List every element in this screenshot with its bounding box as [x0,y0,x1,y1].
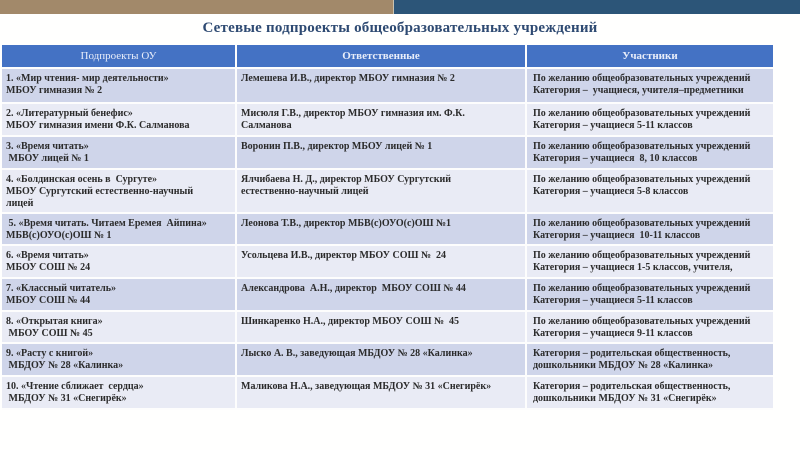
cell-responsible [237,214,527,246]
cell-project-line: 5. «Время читать. Читаем Еремея Айпина» [6,218,207,229]
table-row [2,246,773,279]
cell-project-line: 1. «Мир чтения- мир деятельности» [6,73,169,84]
cell-project-line: МБОУ Сургутский естественно-научный [6,186,194,197]
slide-title: Сетевые подпроекты общеобразовательных учреждений [202,20,598,36]
cell-project-line: МБОУ гимназия № 2 [6,85,103,96]
cell-participants [527,344,773,377]
cell-participants [527,170,773,214]
cell-responsible-line: Шинкаренко Н.А., директор МБОУ СОШ № 45 [241,316,459,327]
cell-responsible [237,312,527,344]
cell-project [2,214,237,246]
cell-participants-line: Категория – учащиеся 1-5 классов, учителя, [533,262,733,273]
cell-participants-line: дошкольники МБДОУ № 28 «Калинка» [533,360,714,371]
cell-participants-line: По желанию общеобразовательных учреждений [533,283,751,294]
table-row [2,344,773,377]
projects-table [2,45,773,410]
cell-project [2,137,237,170]
cell-participants-line: По желанию общеобразовательных учреждений [533,73,751,84]
cell-responsible [237,246,527,279]
cell-responsible-line: Воронин П.В., директор МБОУ лицей № 1 [241,141,433,152]
top-bar-blue-segment [393,0,800,14]
column-header-participants: Участники [527,45,773,69]
cell-participants [527,69,773,104]
cell-participants-line: Категория – учащиеся, учителя–предметники [533,85,744,96]
table-row [2,137,773,170]
cell-project-line: МБОУ СОШ № 45 [6,328,93,339]
cell-participants-line: По желанию общеобразовательных учреждений [533,218,751,229]
cell-participants-line: По желанию общеобразовательных учреждений [533,250,751,261]
cell-participants [527,279,773,312]
cell-project-line: МБДОУ № 28 «Калинка» [6,360,124,371]
cell-project [2,170,237,214]
cell-project-line: 7. «Классный читатель» [6,283,116,294]
column-header-projects: Подпроекты ОУ [2,45,237,69]
cell-project-line: МБДОУ № 31 «Снегирёк» [6,393,127,404]
cell-project [2,377,237,410]
cell-participants [527,377,773,410]
table-header-row [2,45,773,69]
cell-responsible-line: Ялчибаева Н. Д., директор МБОУ Сургутский [241,174,452,185]
cell-project-line: 6. «Время читать» [6,250,89,261]
slide-top-bar [0,0,800,14]
cell-project [2,344,237,377]
cell-responsible-line: Александрова А.Н., директор МБОУ СОШ № 44 [241,283,466,294]
cell-participants-line: Категория – учащиеся 8, 10 классов [533,153,698,164]
cell-project-line: 2. «Литературный бенефис» [6,108,133,119]
cell-participants-line: дошкольники МБДОУ № 31 «Снегирёк» [533,393,717,404]
cell-responsible [237,377,527,410]
cell-project-line: 3. «Время читать» [6,141,89,152]
table-row [2,279,773,312]
cell-project-line: МБОУ лицей № 1 [6,153,89,164]
cell-responsible [237,279,527,312]
cell-responsible-line: Мисюля Г.В., директор МБОУ гимназия им. Ф.К. [241,108,465,119]
cell-participants [527,312,773,344]
cell-project [2,69,237,104]
cell-responsible [237,137,527,170]
cell-responsible-line: Салманова [241,120,292,131]
cell-project [2,104,237,137]
cell-project-line: МБОУ СОШ № 44 [6,295,91,306]
cell-participants-line: Категория – учащиеся 10-11 классов [533,230,701,241]
cell-participants-line: По желанию общеобразовательных учреждений [533,174,751,185]
cell-project-line: 10. «Чтение сближает сердца» [6,381,144,392]
cell-project-line: 8. «Открытая книга» [6,316,103,327]
cell-participants-line: Категория – родительская общественность, [533,348,731,359]
cell-project-line: МБОУ гимназия имени Ф.К. Салманова [6,120,190,131]
cell-participants [527,137,773,170]
cell-responsible [237,69,527,104]
cell-participants [527,246,773,279]
cell-project-line: МБОУ СОШ № 24 [6,262,91,273]
cell-participants-line: Категория – учащиеся 5-11 классов [533,120,693,131]
table-row [2,214,773,246]
table-row [2,170,773,214]
table-row [2,104,773,137]
cell-participants-line: Категория – учащиеся 5-8 классов [533,186,689,197]
cell-project-line: 9. «Расту с книгой» [6,348,94,359]
cell-responsible [237,344,527,377]
cell-participants [527,214,773,246]
table-row [2,312,773,344]
column-header-responsible: Ответственные [237,45,527,69]
cell-participants [527,104,773,137]
cell-participants-line: По желанию общеобразовательных учреждений [533,316,751,327]
cell-responsible-line: Маликова Н.А., заведующая МБДОУ № 31 «Снегирёк» [241,381,492,392]
cell-responsible-line: Лыско А. В., заведующая МБДОУ № 28 «Калинка» [241,348,473,359]
cell-project [2,312,237,344]
cell-participants-line: Категория – учащиеся 9-11 классов [533,328,693,339]
table-row [2,377,773,410]
cell-participants-line: Категория – родительская общественность, [533,381,731,392]
cell-participants-line: Категория – учащиеся 5-11 классов [533,295,693,306]
cell-participants-line: По желанию общеобразовательных учреждений [533,141,751,152]
cell-project [2,246,237,279]
cell-project-line: МБВ(с)ОУО(с)ОШ № 1 [6,230,112,241]
cell-responsible [237,104,527,137]
table-row [2,69,773,104]
cell-project [2,279,237,312]
top-bar-gold-segment [0,0,393,14]
cell-project-line: лицей [6,198,34,209]
cell-participants-line: По желанию общеобразовательных учреждений [533,108,751,119]
cell-project-line: 4. «Болдинская осень в Сургуте» [6,174,158,185]
cell-responsible-line: Леонова Т.В., директор МБВ(с)ОУО(с)ОШ №1 [241,218,452,229]
cell-responsible [237,170,527,214]
cell-responsible-line: естественно-научный лицей [241,186,369,197]
cell-responsible-line: Усольцева И.В., директор МБОУ СОШ № 24 [241,250,447,261]
cell-responsible-line: Лемешева И.В., директор МБОУ гимназия № 2 [241,73,455,84]
